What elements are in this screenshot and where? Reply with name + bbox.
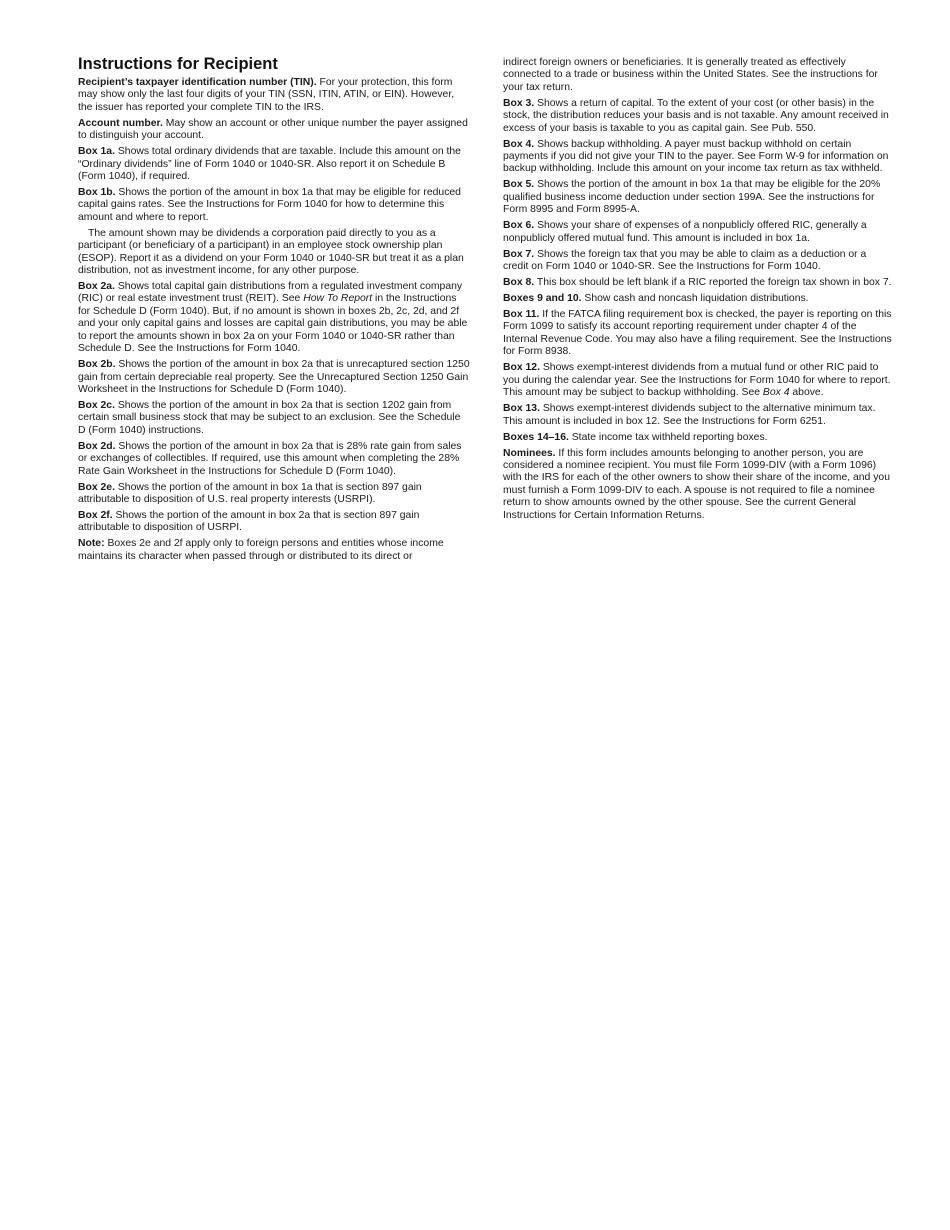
paragraph-note <box>78 538 470 563</box>
paragraph-text: Shows the portion of the amount in box 1a that is section 897 gain attributable to disposition of U.S. real property interests (USRPI). <box>78 481 422 505</box>
paragraph-label: Box 1b. <box>78 187 116 199</box>
paragraph-nominees <box>503 448 893 522</box>
paragraph-box-11 <box>503 309 893 359</box>
paragraph-label: Box 3. <box>503 97 535 109</box>
paragraph-recipient-tin <box>78 77 470 114</box>
paragraph-text: Shows the portion of the amount in box 2a that is unrecaptured section 1250 gain from certain depreciable real property. See the Unrecaptured Section 1250 Gain Worksheet in the Instructions for Schedule D (Form 1040). <box>78 359 470 395</box>
paragraph-box-2a <box>78 281 470 355</box>
paragraph-text: Shows the portion of the amount in box 2a that is 28% rate gain from sales or exchanges of collectibles. If required, use this amount when completing the 28% Rate Gain Worksheet in the Instructions for Schedule D (Form 1040). <box>78 440 462 477</box>
paragraph-label: Box 11. <box>503 309 540 321</box>
paragraph-text: Shows the foreign tax that you may be able to claim as a deduction or a credit on Form 1040 or 1040-SR. See the Instructions for Form 1040. <box>503 248 867 273</box>
paragraph-text: Shows total capital gain distributions from a regulated investment company (RIC) or real estate investment trust (REIT). See <box>78 281 463 305</box>
paragraph-text: Shows the portion of the amount in box 2a that is section 897 gain attributable to disposition of USRPI. <box>78 509 420 534</box>
paragraph-text: Shows a return of capital. To the extent of your cost (or other basis) in the stock, the distribution reduces your basis and is not taxable. Any amount received in excess of your basis is taxable to you as capital gain. See Pub. 550. <box>503 97 889 134</box>
paragraph-text: Boxes 2e and 2f apply only to foreign persons and entities whose income maintains its character when passed through or distributed to its direct or <box>78 538 444 562</box>
paragraph-text: If this form includes amounts belonging to another person, you are considered a nominee recipient. You must file Form 1099-DIV (with a Form 1096) with the IRS for each of the other owners to show their share of the income, and you must furnish a Form 1099-DIV to each. A spouse is not required to file a nominee return to show amounts owned by the other spouse. See the current General Instructions for Certain Information Returns. <box>503 447 890 521</box>
paragraph-label: Box 5. <box>503 179 535 191</box>
paragraph-label: Boxes 9 and 10. <box>503 293 582 305</box>
paragraph-label: Box 2f. <box>78 509 113 521</box>
paragraph-label: Box 2e. <box>78 481 115 493</box>
paragraph-label: Box 1a. <box>78 146 115 158</box>
paragraph-box-1a <box>78 146 470 183</box>
paragraph-text: Shows backup withholding. A payer must backup withhold on certain payments if you did not give your TIN to the payer. See Form W-9 for information on backup withholding. Include this amount on your income tax return as tax withheld. <box>503 138 889 175</box>
paragraph-box-2f <box>78 510 470 535</box>
paragraph-text: indirect foreign owners or beneficiaries. It is generally treated as effectively connected to a trade or business within the United States. See the instructions for your tax return. <box>503 57 878 93</box>
paragraph-label: Boxes 14–16. <box>503 431 569 443</box>
paragraph-box-13 <box>503 403 893 428</box>
paragraph-text-continued: in the Instructions for Schedule D (Form 1040). But, if no amount is shown in boxes 2b, 2c, 2d, and 2f and your only capital gains and losses are capital gain distributions, you may be able to report the amounts shown in box 2a on your Form 1040 or 1040-SR rather than Schedule D. See the Instructions for Form 1040. <box>78 293 468 355</box>
paragraph-box-1b <box>78 187 470 224</box>
paragraph-text: For your protection, this form may show only the last four digits of your TIN (SSN, ITIN, ATIN, or EIN). However, the issuer has reported your complete TIN to the IRS. <box>78 77 455 113</box>
paragraph-account-number <box>78 118 470 143</box>
paragraph-label: Box 6. <box>503 220 535 232</box>
paragraph-note-continued <box>503 57 893 94</box>
paragraph-text: Shows total ordinary dividends that are taxable. Include this amount on the “Ordinary dividends” line of Form 1040 or 1040-SR. Also report it on Schedule B (Form 1040), if required. <box>78 146 461 183</box>
paragraph-label: Box 2d. <box>78 440 116 452</box>
paragraph-box-2d <box>78 441 470 478</box>
paragraph-box-5 <box>503 179 893 216</box>
paragraph-text: Shows your share of expenses of a nonpublicly offered RIC, generally a nonpublicly offered mutual fund. This amount is included in box 1a. <box>503 220 867 244</box>
paragraph-text: If the FATCA filing requirement box is checked, the payer is reporting on this Form 1099 to satisfy its account reporting requirement under chapter 4 of the Internal Revenue Code. You may also have a filing requirement. See the Instructions for Form 8938. <box>503 309 892 358</box>
paragraph-text: May show an account or other unique number the payer assigned to distinguish your account. <box>78 117 468 142</box>
paragraph-text: The amount shown may be dividends a corporation paid directly to you as a participant (or beneficiary of a participant) in an employee stock ownership plan (ESOP). Report it as a dividend on your Form 1040 or 1040-SR but treat it as a plan distribution, not as investment income, for any other purpose. <box>78 227 464 277</box>
paragraph-box-7 <box>503 249 893 274</box>
paragraph-text: This box should be left blank if a RIC reported the foreign tax shown in box 7. <box>534 277 892 289</box>
paragraph-label: Recipient’s taxpayer identification number (TIN). <box>78 77 317 88</box>
paragraph-text: Shows the portion of the amount in box 1a that may be eligible for the 20% qualified business income deduction under section 199A. See the instructions for Form 8995 and Form 8995-A. <box>503 179 881 216</box>
paragraph-box-4 <box>503 139 893 176</box>
paragraph-box-3 <box>503 98 893 135</box>
paragraph-label: Box 8. <box>503 277 535 289</box>
paragraph-box-2b <box>78 359 470 396</box>
paragraph-label: Account number. <box>78 117 163 129</box>
paragraph-boxes-14-16 <box>503 432 893 444</box>
paragraph-text: Shows exempt-interest dividends from a mutual fund or other RIC paid to you during the calendar year. See the Instructions for Form 1040 for where to report. This amount may be subject to backup withholding. See <box>503 362 891 399</box>
paragraph-box-6 <box>503 220 893 245</box>
paragraph-boxes-9-10 <box>503 293 893 305</box>
paragraph-italic-reference: How To Report <box>303 293 373 305</box>
paragraph-label: Box 2a. <box>78 281 115 293</box>
paragraph-box-2e <box>78 482 470 507</box>
paragraph-box-8 <box>503 277 893 289</box>
paragraph-label: Box 7. <box>503 248 535 260</box>
paragraph-label: Box 2b. <box>78 359 116 371</box>
page-title: Instructions for Recipient <box>78 55 278 73</box>
paragraph-label: Box 13. <box>503 403 540 415</box>
paragraph-box-12 <box>503 362 893 399</box>
paragraph-text: Shows the portion of the amount in box 2a that is section 1202 gain from certain small business stock that may be subject to an exclusion. See the Schedule D (Form 1040) instructions. <box>78 399 461 436</box>
paragraph-label: Box 2c. <box>78 399 115 411</box>
paragraph-text: Shows exempt-interest dividends subject to the alternative minimum tax. This amount is included in box 12. See the Instructions for Form 6251. <box>503 403 876 427</box>
paragraph-label: Box 4. <box>503 138 535 150</box>
paragraph-box-2c <box>78 400 470 437</box>
paragraph-text: Show cash and noncash liquidation distributions. <box>581 293 809 305</box>
paragraph-italic-reference: Box 4 <box>762 387 790 399</box>
paragraph-text: Shows the portion of the amount in box 1a that may be eligible for reduced capital gains rates. See the Instructions for Form 1040 for how to determine this amount and where to report. <box>78 187 461 223</box>
left-column <box>78 55 470 567</box>
paragraph-esop-dividends <box>78 228 470 278</box>
right-column <box>503 57 893 526</box>
paragraph-label: Note: <box>78 538 105 550</box>
paragraph-label: Nominees. <box>503 447 556 459</box>
paragraph-text: State income tax withheld reporting boxes. <box>568 431 768 443</box>
paragraph-text-continued: above. <box>789 387 824 399</box>
paragraph-label: Box 12. <box>503 362 540 374</box>
